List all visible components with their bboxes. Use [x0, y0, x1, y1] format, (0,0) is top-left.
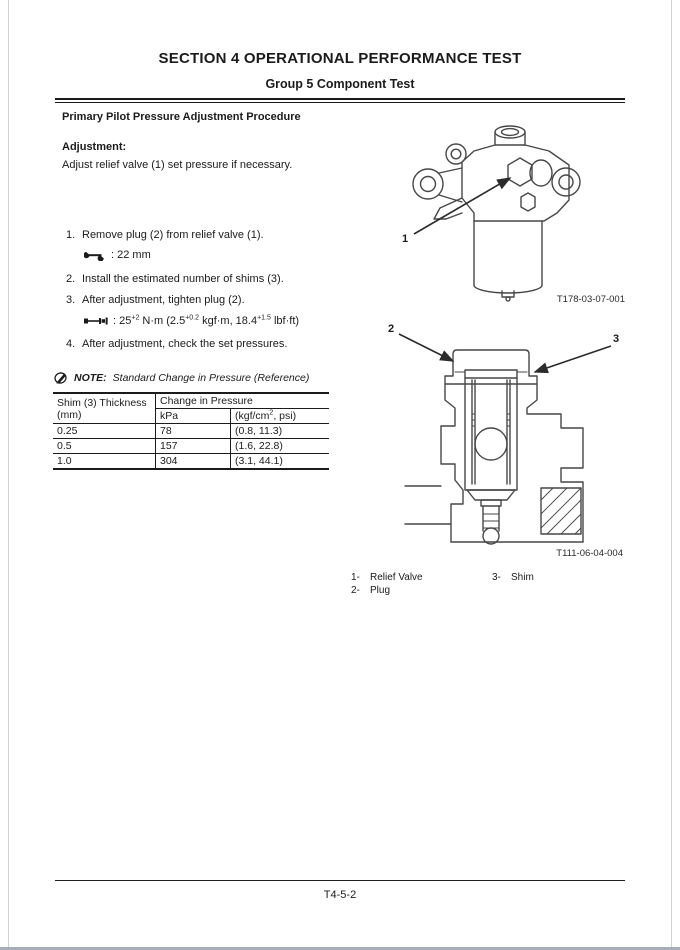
legend-number: 1-: [351, 572, 360, 583]
step-text: After adjustment, check the set pressures.: [82, 338, 288, 350]
section-title: SECTION 4 OPERATIONAL PERFORMANCE TEST: [158, 50, 522, 67]
page-edge-left: [8, 0, 9, 950]
step-number: 3.: [66, 294, 76, 306]
page-number: T4-5-2: [323, 889, 357, 901]
relief-valve-cross-section-figure: [385, 318, 630, 555]
legend-number: 2-: [351, 585, 360, 596]
torque-spec-line: [84, 315, 299, 327]
adjustment-intro: Adjust relief valve (1) set pressure if necessary.: [62, 159, 293, 171]
footer-rule: [55, 880, 625, 881]
step-number: 4.: [66, 338, 76, 350]
callout-2-plug: 2: [388, 323, 395, 335]
cell-thickness: 0.25: [53, 424, 156, 439]
column-header-shim-thickness: Shim (3) Thickness (mm): [53, 393, 156, 424]
legend-label: Shim: [511, 572, 534, 583]
cell-kgf-psi: (0.8, 11.3): [231, 424, 330, 439]
cell-kpa: 157: [156, 439, 231, 454]
step-number: 1.: [66, 229, 76, 241]
legend-label: Plug: [370, 585, 391, 596]
legend-number: 3-: [492, 572, 501, 583]
wrench-size-text: : 22 mm: [111, 249, 151, 261]
step-1: [66, 229, 386, 241]
step-text: After adjustment, tighten plug (2).: [82, 294, 245, 306]
cell-kpa: 78: [156, 424, 231, 439]
note-text: Standard Change in Pressure (Reference): [112, 372, 310, 384]
step-4: [66, 338, 386, 350]
figure-code-1: T178-03-07-001: [556, 294, 625, 305]
legend-item-plug: [351, 585, 390, 596]
relief-valve-isometric-figure: [398, 120, 633, 307]
legend-item-relief-valve: [351, 572, 423, 583]
group-title: Group 5 Component Test: [265, 77, 415, 91]
step-number: 2.: [66, 273, 76, 285]
table-row: [53, 454, 329, 470]
adjustment-heading: Adjustment:: [62, 141, 127, 153]
figure-code-2: T111-06-04-004: [556, 548, 623, 559]
page-edge-right: [671, 0, 672, 950]
column-header-kgf-psi: ($kgf/cm^2$, psi): [231, 409, 330, 424]
cell-thickness: 0.5: [53, 439, 156, 454]
legend-label: Relief Valve: [370, 572, 423, 583]
table-row: [53, 424, 329, 439]
shim-pressure-table: [53, 392, 329, 470]
step-2: [66, 273, 386, 285]
cell-kpa: 304: [156, 454, 231, 470]
legend-item-shim: [492, 572, 534, 583]
column-header-kpa: kPa: [156, 409, 231, 424]
callout-1-relief-valve: 1: [402, 233, 409, 245]
note-label: NOTE:: [74, 372, 107, 384]
torque-value-text: : $25^{+2}$ N·m ($2.5^{+0.2}$ kgf·m, $18.4^{+1.5}$ lbf·ft): [113, 314, 300, 327]
table-row: [53, 439, 329, 454]
pencil-note-icon: [54, 371, 68, 385]
table-header-row: [53, 393, 329, 409]
wrench-spec-line: [84, 249, 151, 261]
header-double-rule: [55, 98, 625, 103]
cell-kgf-psi: (3.1, 44.1): [231, 454, 330, 470]
step-text: Remove plug (2) from relief valve (1).: [82, 229, 264, 241]
cell-kgf-psi: (1.6, 22.8): [231, 439, 330, 454]
note-line: [54, 371, 309, 385]
procedure-title: Primary Pilot Pressure Adjustment Procedure: [62, 111, 301, 123]
wrench-icon: [84, 250, 106, 261]
callout-3-shim: 3: [613, 333, 620, 345]
column-header-change-in-pressure: Change in Pressure: [156, 393, 330, 409]
cell-thickness: 1.0: [53, 454, 156, 470]
step-3: [66, 294, 386, 306]
torque-wrench-icon: [84, 316, 108, 326]
step-text: Install the estimated number of shims (3).: [82, 273, 284, 285]
